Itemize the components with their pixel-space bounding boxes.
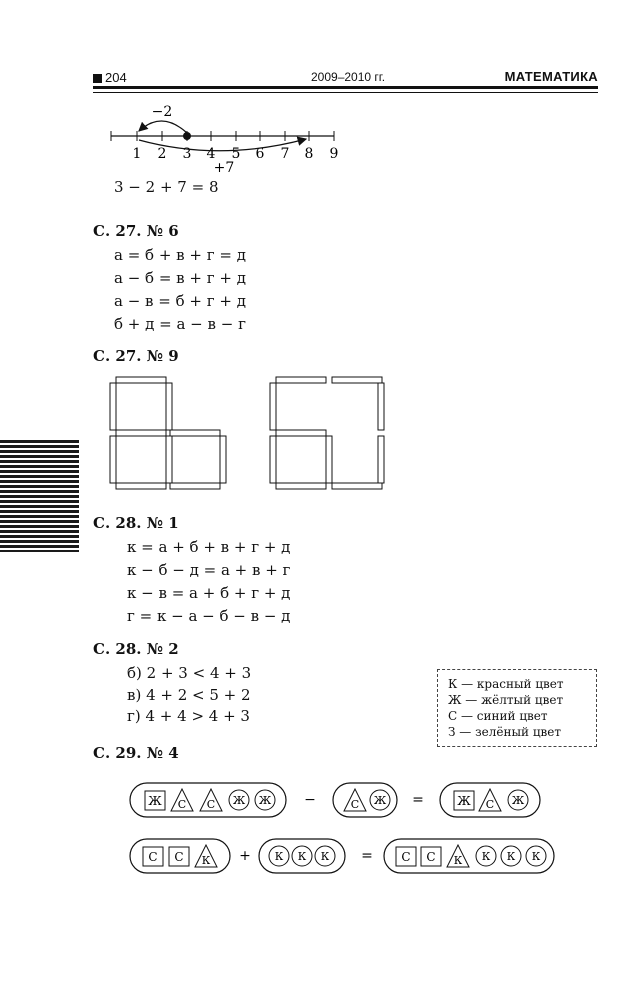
section-title: С. 28. № 2 xyxy=(93,640,179,658)
header-subject: МАТЕМАТИКА xyxy=(504,69,598,84)
circle-shape xyxy=(501,846,521,866)
jump-back-label: −2 xyxy=(151,104,173,120)
equation-line: к = а + б + в + г + д xyxy=(127,538,291,556)
operator: − xyxy=(304,792,316,808)
circle-shape xyxy=(269,846,289,866)
matchstick xyxy=(166,436,172,483)
tick-label: 3 xyxy=(182,146,192,162)
inequality-line: в) 4 + 2 < 5 + 2 xyxy=(127,686,251,704)
matchstick xyxy=(116,483,166,489)
matchstick xyxy=(110,436,116,483)
triangle-shape xyxy=(479,789,501,811)
matchstick-figure-left xyxy=(110,377,226,489)
shape-letter: К xyxy=(453,854,463,867)
numberline-equation: 3 − 2 + 7 = 8 xyxy=(114,178,219,196)
shape-letter: С xyxy=(206,798,216,811)
shape-letter: С xyxy=(401,850,411,864)
shape-letter: С xyxy=(426,850,436,864)
section-title: С. 29. № 4 xyxy=(93,744,179,762)
set-oval xyxy=(130,839,230,873)
operator: = xyxy=(361,848,373,864)
matchstick xyxy=(378,383,384,430)
equation-line: а = б + в + г = д xyxy=(114,246,246,264)
matchstick xyxy=(110,383,116,430)
triangle-shape xyxy=(171,789,193,811)
set-row-2 xyxy=(130,839,554,873)
circle-shape xyxy=(315,846,335,866)
number-line xyxy=(111,104,338,176)
matchstick xyxy=(326,436,332,483)
set-oval xyxy=(384,839,554,873)
circle-shape xyxy=(526,846,546,866)
square-shape xyxy=(145,791,165,810)
tick-label: 4 xyxy=(206,146,216,162)
circle-shape xyxy=(508,790,528,810)
matchstick xyxy=(170,430,220,436)
equation-line: к − в = а + б + г + д xyxy=(127,584,291,602)
square-shape xyxy=(143,847,163,866)
circle-shape xyxy=(292,846,312,866)
matchstick xyxy=(220,436,226,483)
equation-line: к − б − д = а + в + г xyxy=(127,561,291,579)
shape-letter: К xyxy=(274,850,284,863)
matchstick xyxy=(116,377,166,383)
circle-shape xyxy=(255,790,275,810)
shape-letter: Ж xyxy=(258,794,272,807)
matchstick xyxy=(332,377,382,383)
square-shape xyxy=(421,847,441,866)
shape-letter: К xyxy=(506,850,516,863)
square-shape xyxy=(396,847,416,866)
page-header xyxy=(93,66,598,86)
matchstick xyxy=(276,377,326,383)
matchstick xyxy=(170,483,220,489)
shape-letter: Ж xyxy=(373,794,387,807)
shape-letter: К xyxy=(531,850,541,863)
shape-letter: К xyxy=(481,850,491,863)
matchstick xyxy=(276,430,326,436)
tick-label: 7 xyxy=(280,146,290,162)
tick-label: 6 xyxy=(255,146,265,162)
header-years: 2009–2010 гг. xyxy=(311,70,386,84)
start-point xyxy=(183,132,191,140)
color-legend xyxy=(437,669,597,747)
header-rule-thick xyxy=(93,86,598,89)
set-row-1 xyxy=(130,783,540,817)
tick-label: 5 xyxy=(231,146,241,162)
shape-letter: Ж xyxy=(232,794,246,807)
shape-letter: Ж xyxy=(148,794,162,808)
circle-shape xyxy=(476,846,496,866)
side-stripes xyxy=(0,440,79,552)
legend-item: З — зелёный цвет xyxy=(448,725,562,739)
tick-label: 2 xyxy=(157,146,167,162)
legend-item: Ж — жёлтый цвет xyxy=(448,693,564,707)
matchstick xyxy=(276,483,326,489)
shape-letter: С xyxy=(177,798,187,811)
set-oval xyxy=(130,783,286,817)
square-shape xyxy=(454,791,474,810)
section-title: С. 27. № 9 xyxy=(93,347,179,365)
tick-label: 9 xyxy=(329,146,339,162)
shape-letter: Ж xyxy=(457,794,471,808)
legend-item: К — красный цвет xyxy=(448,677,564,691)
jump-forward-label: +7 xyxy=(213,160,235,176)
tick-label: 1 xyxy=(132,146,142,162)
tick-label: 8 xyxy=(304,146,314,162)
equation-line: а − б = в + г + д xyxy=(114,269,246,287)
shape-letter: С xyxy=(148,850,158,864)
section-title: С. 27. № 6 xyxy=(93,222,179,240)
equation-line: б + д = а − в − г xyxy=(114,315,246,333)
shape-letter: С xyxy=(174,850,184,864)
shape-letter: С xyxy=(350,798,360,811)
circle-shape xyxy=(229,790,249,810)
shape-letter: К xyxy=(320,850,330,863)
matchstick-figure-right xyxy=(270,377,384,489)
matchstick xyxy=(332,483,382,489)
operator: + xyxy=(239,848,251,864)
jump-back-arrow xyxy=(139,121,187,133)
matchstick xyxy=(116,430,166,436)
square-shape xyxy=(169,847,189,866)
legend-item: С — синий цвет xyxy=(448,709,548,723)
matchstick xyxy=(270,383,276,430)
set-oval xyxy=(259,839,345,873)
triangle-shape xyxy=(200,789,222,811)
matchstick xyxy=(166,383,172,430)
triangle-shape xyxy=(195,845,217,867)
set-oval xyxy=(333,783,397,817)
matchstick xyxy=(378,436,384,483)
inequality-line: г) 4 + 4 > 4 + 3 xyxy=(127,707,250,725)
page-number: 204 xyxy=(93,70,127,85)
equation-line: г = к − а − б − в − д xyxy=(127,607,291,625)
triangle-shape xyxy=(344,789,366,811)
triangle-shape xyxy=(447,845,469,867)
circle-shape xyxy=(370,790,390,810)
shape-letter: Ж xyxy=(511,794,525,807)
operator: = xyxy=(412,792,424,808)
matchstick xyxy=(270,436,276,483)
shape-letter: К xyxy=(201,854,211,867)
equation-line: а − в = б + г + д xyxy=(114,292,246,310)
section-title: С. 28. № 1 xyxy=(93,514,179,532)
shape-letter: К xyxy=(297,850,307,863)
header-rule-thin xyxy=(93,92,598,93)
inequality-line: б) 2 + 3 < 4 + 3 xyxy=(127,664,252,682)
jump-forward-arrow xyxy=(139,139,306,151)
shape-letter: С xyxy=(485,798,495,811)
set-oval xyxy=(440,783,540,817)
